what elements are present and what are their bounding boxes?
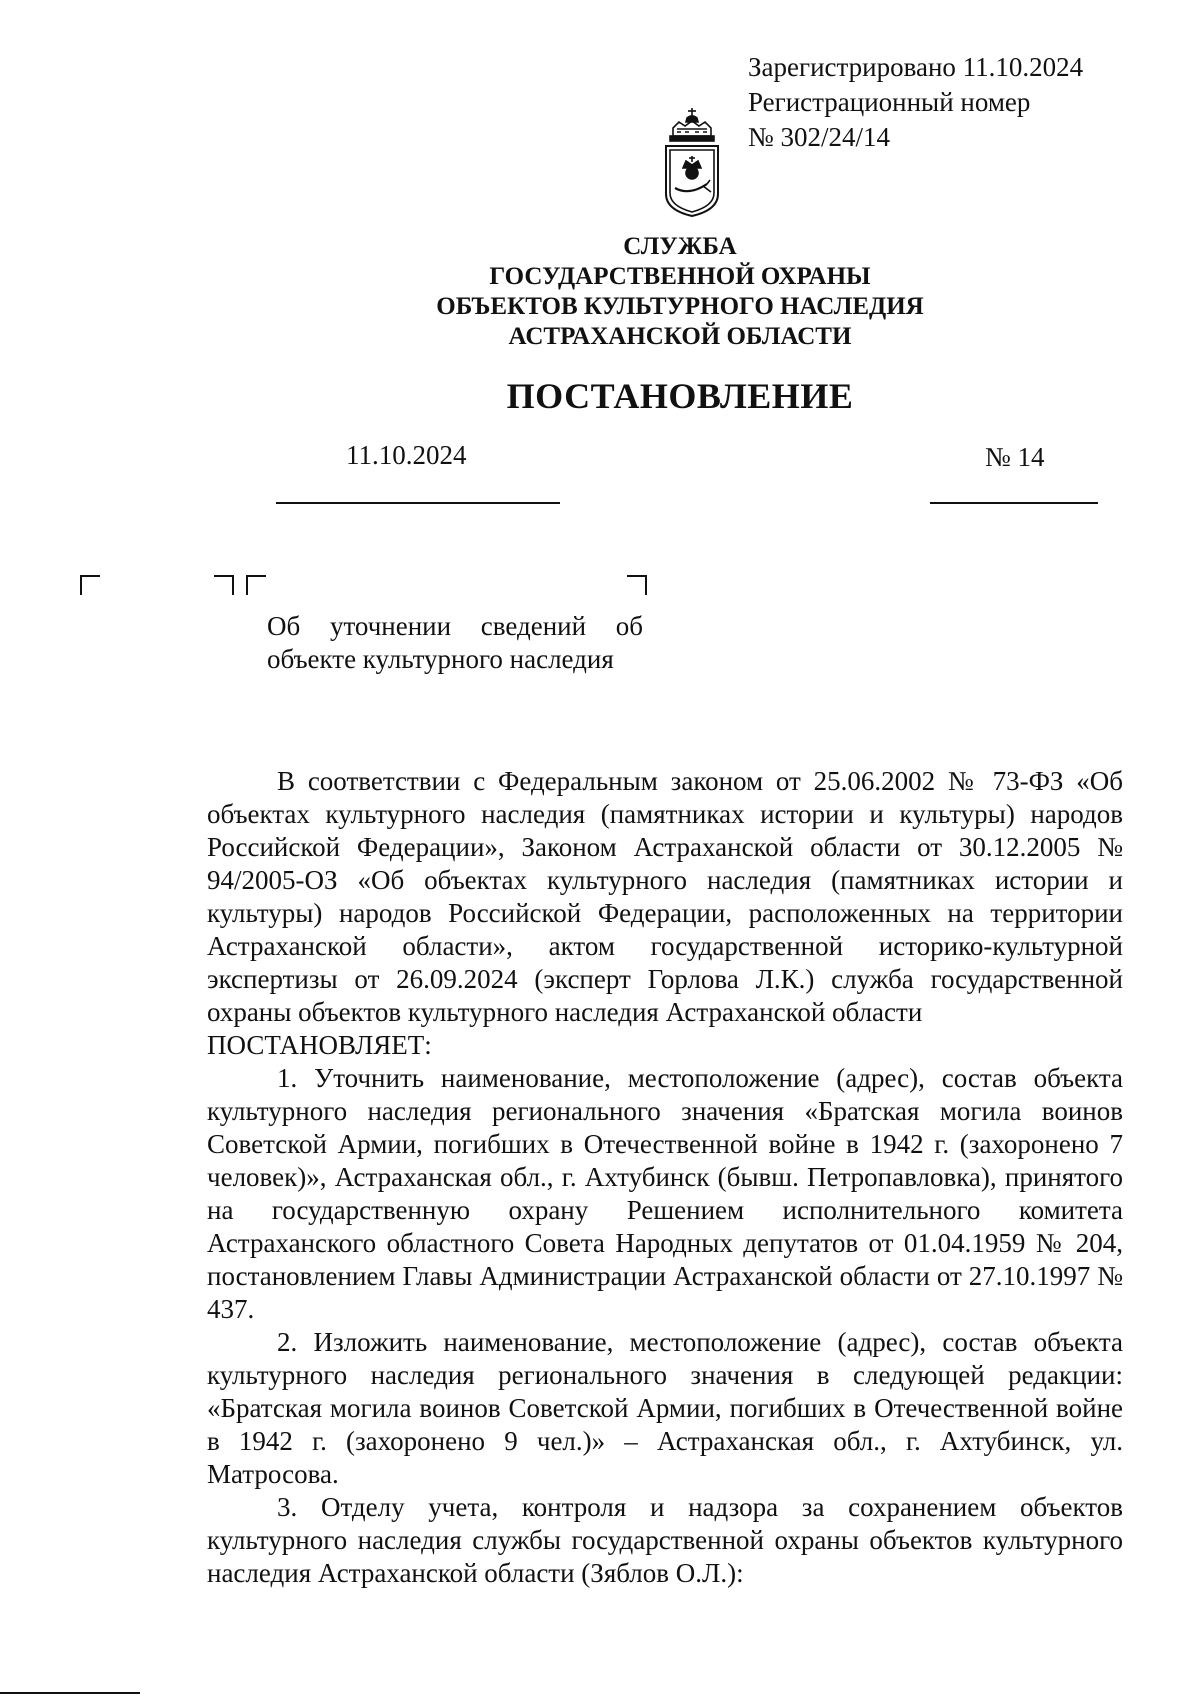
registration-number: № 302/24/14 (748, 122, 891, 152)
organization-line-3: ОБЪЕКТОВ КУЛЬТУРНОГО НАСЛЕДИЯ (436, 293, 924, 320)
corner-bracket-top-right (214, 575, 234, 595)
document-number: № 14 (985, 442, 1045, 472)
date-underline (276, 502, 560, 504)
corner-bracket-top-right (627, 575, 647, 595)
document-date: 11.10.2024 (346, 440, 467, 470)
organization-line-2: ГОСУДАРСТВЕННОЙ ОХРАНЫ (489, 263, 871, 290)
corner-bracket-top-left (246, 575, 266, 595)
item-1-paragraph: 1. Уточнить наименование, местоположение (адрес), состав объекта культурного наследия регионального значения «Братская могила воинов Советской Армии, погибших в Отечественной войне в 1942 г. (захоронено 7 человек)», Астраханская обл., г. Ахтубинск (бывш. Петропавловка), принятого на государственную охрану Решением исполнительного комитета Астраханского областного Совета Народных депутатов от 01.04.1959 № 204, постановлением Главы Администрации Астраханской области от 27.10.1997 № 437. (207, 1063, 1123, 1324)
document-subject: Об уточнении сведений об объекте культурного наследия (267, 611, 643, 674)
organization-name (300, 232, 1060, 352)
document-body (207, 765, 1123, 1590)
number-underline (930, 502, 1098, 504)
preamble-paragraph: В соответствии с Федеральным законом от 25.06.2002 № 73-ФЗ «Об объектах культурного наследия (памятниках истории и культуры) народов Российской Федерации», Законом Астраханской области от 30.12.2005 № 94/2005-ОЗ «Об объектах культурного наследия (памятниках истории и культуры) народов Российской Федерации, расположенных на территории Астраханской области», актом государственной историко-культурной экспертизы от 26.09.2024 (эксперт Горлова Л.К.) служба государственной охраны объектов культурного наследия Астраханской области (207, 766, 1123, 1027)
footer-rule (0, 1692, 140, 1694)
registration-label: Регистрационный номер (748, 87, 1031, 117)
organization-line-4: АСТРАХАНСКОЙ ОБЛАСТИ (508, 323, 852, 350)
astrakhan-coat-of-arms-icon (657, 106, 727, 218)
item-2-paragraph: 2. Изложить наименование, местоположение (адрес), состав объекта культурного наследия регионального значения в следующей редакции: «Братская могила воинов Советской Армии, погибших в Отечественной войне в 1942 г. (захоронено 9 чел.)» – Астраханская обл., г. Ахтубинск, ул. Матросова. (207, 1327, 1123, 1489)
resolves-heading: ПОСТАНОВЛЯЕТ: (207, 1030, 432, 1060)
corner-bracket-top-left (80, 575, 100, 595)
registration-stamp (748, 50, 1083, 155)
document-type: ПОСТАНОВЛЕНИЕ (506, 376, 854, 416)
item-3-paragraph: 3. Отделу учета, контроля и надзора за сохранением объектов культурного наследия службы государственной охраны объектов культурного наследия Астраханской области (Зяблов О.Л.): (207, 1492, 1123, 1588)
registration-date: Зарегистрировано 11.10.2024 (748, 52, 1084, 82)
organization-line-1: СЛУЖБА (623, 233, 737, 260)
